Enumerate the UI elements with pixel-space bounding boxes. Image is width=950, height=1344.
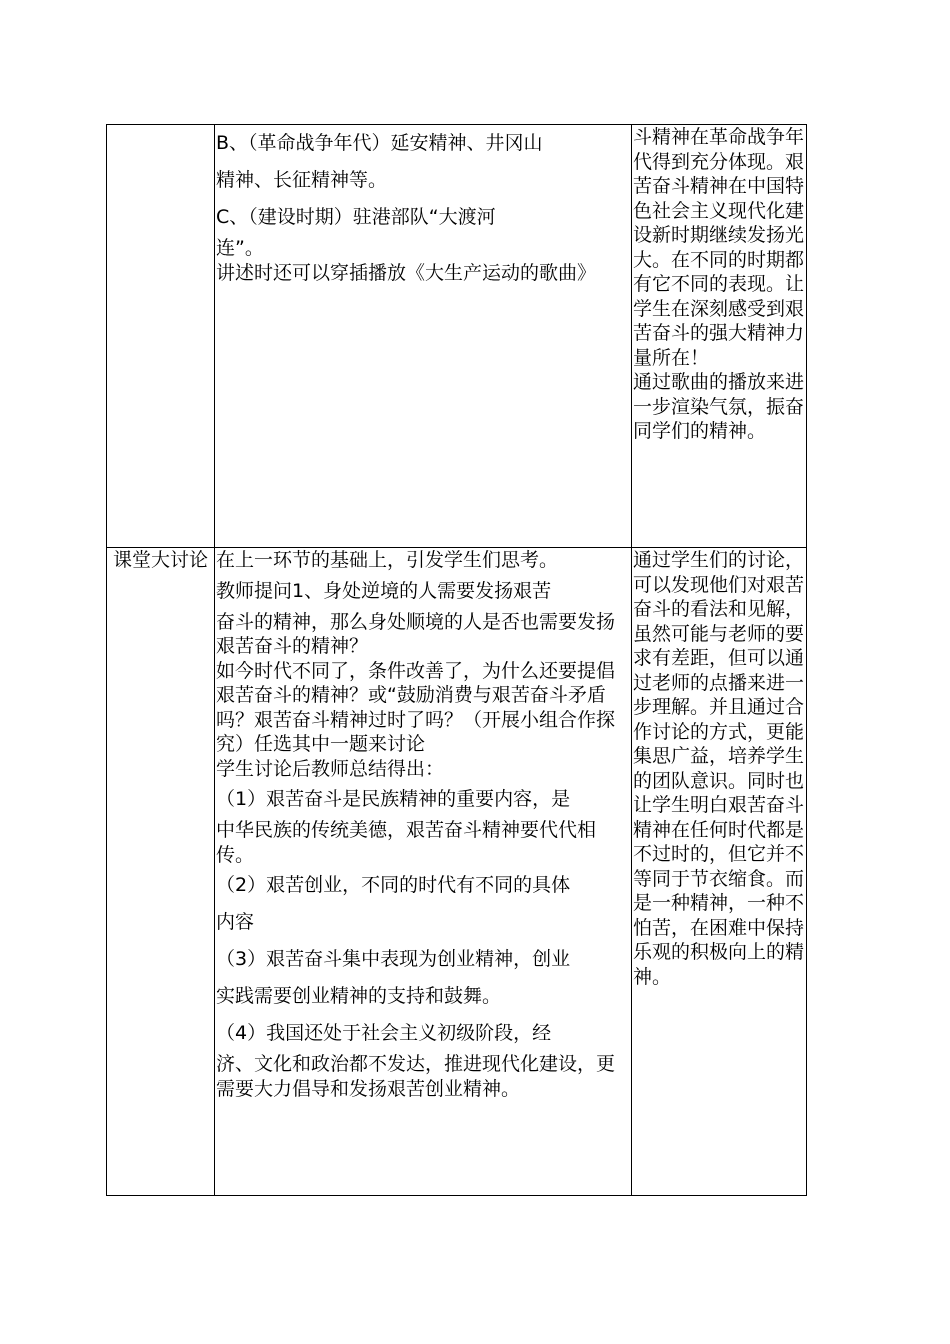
process-cell	[215, 125, 632, 548]
process-paragraph: C、（建设时期）驻港部队“大渡河	[216, 206, 496, 228]
intent-paragraph: 通过歌曲的播放来进一步渲染气氛，振奋同学们的精神。	[633, 371, 805, 442]
process-paragraph: 教师提问1、身处逆境的人需要发扬艰苦	[216, 579, 552, 602]
process-paragraph: 奋斗的精神，那么身处顺境的人是否也需要发扬艰苦奋斗的精神？	[216, 610, 616, 657]
stage-cell	[107, 125, 215, 548]
stage-label: 课堂大讨论	[112, 549, 208, 571]
process-paragraph: 中华民族的传统美德，艰苦奋斗精神要代代相传。	[216, 819, 597, 866]
process-paragraph: 内容	[216, 911, 255, 933]
table-row	[107, 125, 807, 548]
intent-paragraph: 通过学生们的讨论，可以发现他们对艰苦奋斗的看法和见解，虽然可能与老师的要求有差距，但可以通过老师的点播来进一步理解。并且通过合作讨论的方式，更能集思广益，培养学生的团队意识。同时也让学生明白艰苦奋斗精神在任何时代都是不过时的，但它并不等同于节衣缩食。而是一种精神，一种不怕苦，在困难中保持乐观的积极向上的精神。	[633, 549, 805, 988]
process-paragraph: 连”。	[216, 237, 264, 259]
process-paragraph: 讲述时还可以穿插播放《大生产运动的歌曲》	[216, 261, 597, 284]
process-cell	[215, 548, 632, 1196]
process-paragraph: （3）艰苦奋斗集中表现为创业精神，创业	[216, 948, 571, 970]
process-paragraph: 在上一环节的基础上，引发学生们思考。	[216, 549, 559, 571]
intent-cell	[632, 125, 807, 548]
intent-cell	[632, 548, 807, 1196]
process-paragraph: 精神、长征精神等。	[216, 169, 388, 191]
stage-cell	[107, 548, 215, 1196]
process-paragraph: （1）艰苦奋斗是民族精神的重要内容，是	[216, 788, 571, 810]
process-paragraph: （2）艰苦创业，不同的时代有不同的具体	[216, 874, 571, 896]
process-paragraph: B、（革命战争年代）延安精神、井冈山	[216, 132, 543, 154]
intent-paragraph: 斗精神在革命战争年代得到充分体现。艰苦奋斗精神在中国特色社会主义现代化建设新时期继续发扬光大。在不同的时期都有它不同的表现。让学生在深刻感受到艰苦奋斗的强大精神力量所在！	[633, 126, 805, 369]
table-row	[107, 548, 807, 1196]
process-paragraph: （4）我国还处于社会主义初级阶段，经	[216, 1022, 552, 1044]
process-paragraph: 济、文化和政治都不发达，推进现代化建设，更需要大力倡导和发扬艰苦创业精神。	[216, 1053, 616, 1100]
process-paragraph: 实践需要创业精神的支持和鼓舞。	[216, 985, 502, 1007]
process-paragraph: 如今时代不同了，条件改善了，为什么还要提倡艰苦奋斗的精神？或“鼓励消费与艰苦奋斗矛盾吗？艰苦奋斗精神过时了吗？（开展小组合作探究）任选其中一题来讨论	[216, 659, 616, 755]
lesson-plan-table	[106, 124, 807, 1196]
process-paragraph: 学生讨论后教师总结得出：	[216, 757, 445, 780]
